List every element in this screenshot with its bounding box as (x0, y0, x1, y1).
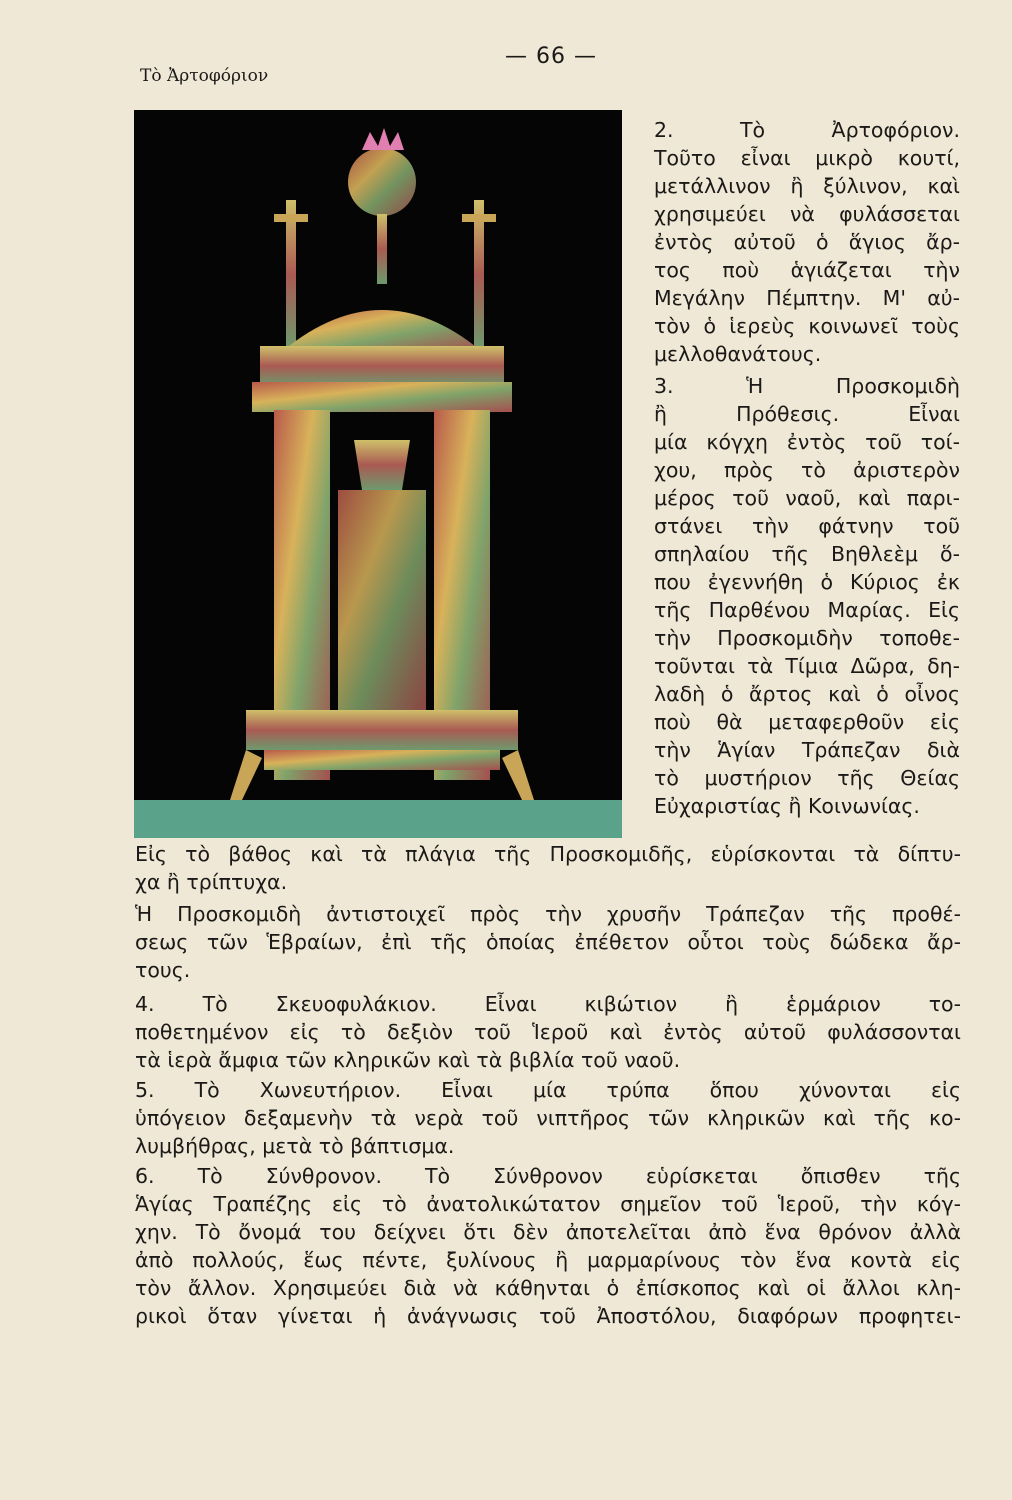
column-line: χρησιμεύει νὰ φυλάσσεται (654, 202, 960, 226)
column-line: στάνει τὴν φάτνην τοῦ (654, 514, 960, 538)
column-line: ἢ Πρόθεσις. Εἶναι (654, 402, 960, 426)
running-title: Τὸ Ἀρτοφόριον (140, 66, 269, 86)
page-number: — 66 — (505, 44, 597, 69)
column-line: που ἐγεννήθη ὁ Κύριος ἐκ (654, 570, 960, 594)
paragraph-line: Εἰς τὸ βάθος καὶ τὰ πλάγια τῆς Προσκομιδῆς, εὑρίσκονται τὰ δίπτυ- (135, 842, 961, 866)
column-line: μέρος τοῦ ναοῦ, καὶ παρι- (654, 486, 960, 510)
paragraph-line: λυμβήθρας, μετὰ τὸ βάπτισμα. (135, 1134, 455, 1158)
paragraph-line: Ἡ Προσκομιδὴ ἀντιστοιχεῖ πρὸς τὴν χρυσῆν Τράπεζαν τῆς προθέ- (135, 902, 961, 926)
paragraph-line: ποθετημένον εἰς τὸ δεξιὸν τοῦ Ἱεροῦ καὶ ἐντὸς αὐτοῦ φυλάσσονται (135, 1020, 961, 1044)
column-line: 3. Ἡ Προσκομιδὴ (654, 374, 960, 398)
column-line: τῆς Παρθένου Μαρίας. Εἰς (654, 598, 960, 622)
column-line: τος ποὺ ἁγιάζεται τὴν (654, 258, 960, 282)
column-line: τὸ μυστήριον τῆς Θείας (654, 766, 960, 790)
artophorion-illustration (134, 110, 622, 838)
column-line: ποὺ θὰ μεταφερθοῦν εἰς (654, 710, 960, 734)
column-line: μία κόγχη ἐντὸς τοῦ τοί- (654, 430, 960, 454)
column-line: Τοῦτο εἶναι μικρὸ κουτί, (654, 146, 960, 170)
paragraph-line: σεως τῶν Ἑβραίων, ἐπὶ τῆς ὁποίας ἐπέθετον οὗτοι τοὺς δώδεκα ἄρ- (135, 930, 961, 954)
paragraph-line: 4. Τὸ Σκευοφυλάκιον. Εἶναι κιβώτιον ἢ ἑρμάριον το- (135, 992, 961, 1016)
paragraph-line: χα ἢ τρίπτυχα. (135, 870, 288, 894)
paragraph-line: τους. (135, 958, 191, 982)
paragraph-line: τὰ ἱερὰ ἄμφια τῶν κληρικῶν καὶ τὰ βιβλία τοῦ ναοῦ. (135, 1048, 681, 1072)
column-line: τὴν Ἁγίαν Τράπεζαν διὰ (654, 738, 960, 762)
column-line: 2. Τὸ Ἀρτοφόριον. (654, 118, 960, 142)
column-line: μελλοθανάτους. (654, 342, 822, 366)
column-line: μετάλλινον ἢ ξύλινον, καὶ (654, 174, 960, 198)
paragraph-line: Ἁγίας Τραπέζης εἰς τὸ ἀνατολικώτατον σημεῖον τοῦ Ἱεροῦ, τὴν κόγ- (135, 1192, 961, 1216)
column-line: τοῦνται τὰ Τίμια Δῶρα, δη- (654, 654, 960, 678)
column-line: λαδὴ ὁ ἄρτος καὶ ὁ οἶνος (654, 682, 960, 706)
column-line: ἐντὸς αὐτοῦ ὁ ἅγιος ἄρ- (654, 230, 960, 254)
column-line: Εὐχαριστίας ἢ Κοινωνίας. (654, 794, 920, 818)
artophorion-photo (134, 110, 622, 838)
paragraph-line: τὸν ἄλλον. Χρησιμεύει διὰ νὰ κάθηνται ὁ ἐπίσκοπος καὶ οἱ ἄλλοι κλη- (135, 1276, 961, 1300)
paragraph-line: ρικοὶ ὅταν γίνεται ἡ ἀνάγνωσις τοῦ Ἀποστόλου, διαφόρων προφητει- (135, 1304, 961, 1328)
column-line: Μεγάλην Πέμπτην. Μ' αὐ- (654, 286, 960, 310)
paragraph-line: ἀπὸ πολλούς, ἕως πέντε, ξυλίνους ἢ μαρμαρίνους τὸν ἕνα κοντὰ εἰς (135, 1248, 961, 1272)
column-line: χου, πρὸς τὸ ἀριστερὸν (654, 458, 960, 482)
column-line: τὴν Προσκομιδὴν τοποθε- (654, 626, 960, 650)
paragraph-line: 5. Τὸ Χωνευτήριον. Εἶναι μία τρύπα ὅπου χύνονται εἰς (135, 1078, 961, 1102)
paragraph-line: ὑπόγειον δεξαμενὴν τὰ νερὰ τοῦ νιπτῆρος τῶν κληρικῶν καὶ τῆς κο- (135, 1106, 961, 1130)
column-line: σπηλαίου τῆς Βηθλεὲμ ὅ- (654, 542, 960, 566)
column-line: τὸν ὁ ἱερεὺς κοινωνεῖ τοὺς (654, 314, 960, 338)
paragraph-line: χην. Τὸ ὄνομά του δείχνει ὅτι δὲν ἀποτελεῖται ἀπὸ ἕνα θρόνον ἀλλὰ (135, 1220, 961, 1244)
paragraph-line: 6. Τὸ Σύνθρονον. Τὸ Σύνθρονον εὑρίσκεται ὄπισθεν τῆς (135, 1164, 961, 1188)
